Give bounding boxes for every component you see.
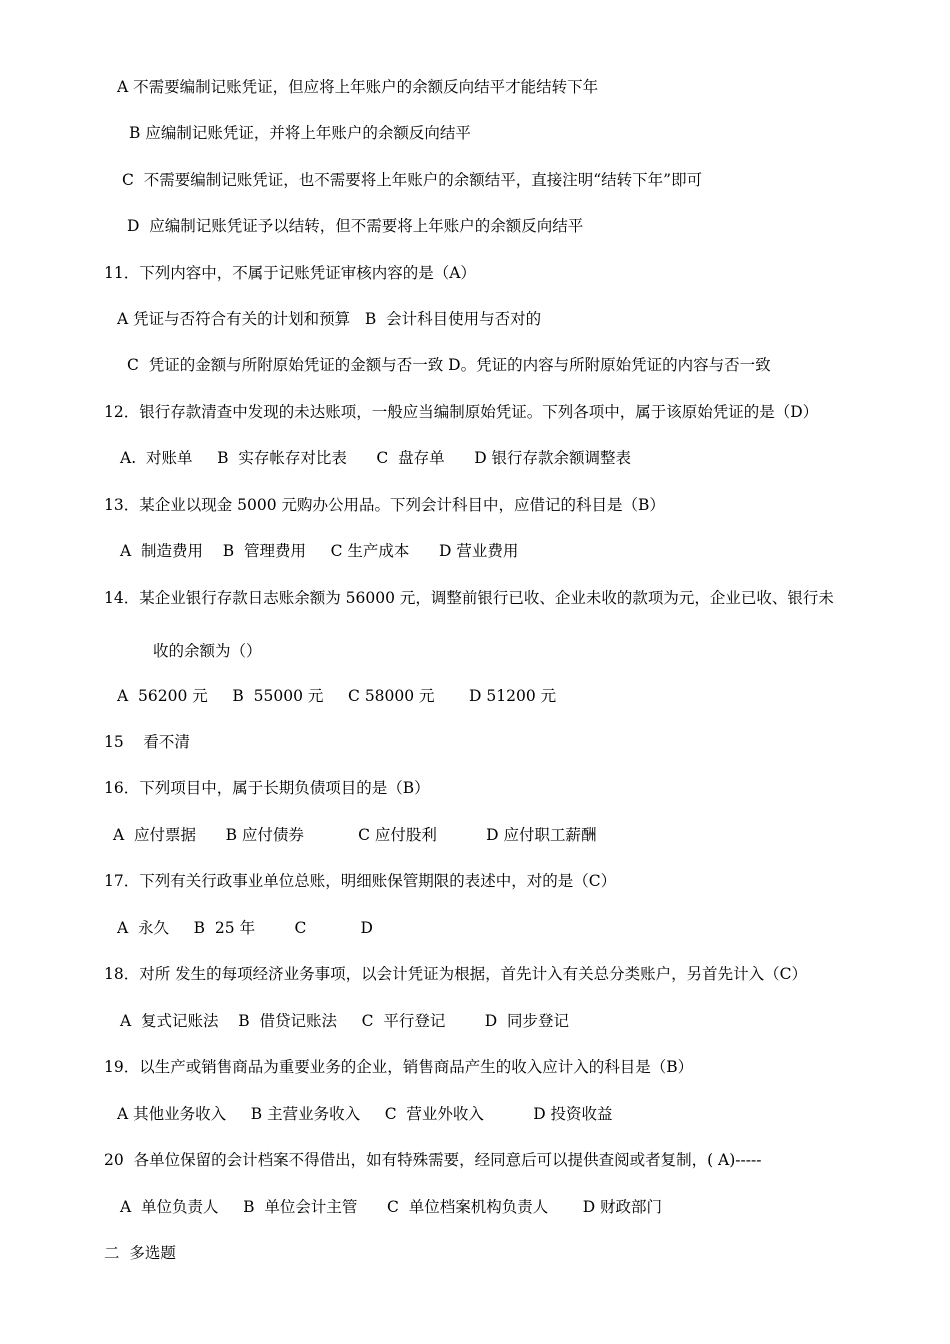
question-12: 12．银行存款清查中发现的未达账项，一般应当编制原始凭证。下列各项中，属于该原始凭证的是（D） bbox=[104, 403, 819, 421]
question-14: 14．某企业银行存款日志账余额为 56000 元，调整前银行已收、企业未收的款项为元，企业已收、银行未 bbox=[104, 589, 834, 607]
options-16: A 应付票据 B 应付债券 C 应付股利 D 应付职工薪酬 bbox=[113, 826, 597, 844]
question-13: 13．某企业以现金 5000 元购办公用品。下列会计科目中，应借记的科目是（B） bbox=[104, 496, 665, 514]
options-18: A 复式记账法 B 借贷记账法 C 平行登记 D 同步登记 bbox=[120, 1012, 570, 1030]
question-17: 17．下列有关行政事业单位总账，明细账保管期限的表述中，对的是（C） bbox=[104, 872, 617, 890]
options-13: A 制造费用 B 管理费用 C 生产成本 D 营业费用 bbox=[120, 542, 519, 560]
question-14-cont: 收的余额为（） bbox=[153, 642, 262, 660]
options-11-cont: C 凭证的金额与所附原始凭证的金额与否一致 D。凭证的内容与所附原始凭证的内容与否一致 bbox=[127, 356, 771, 374]
question-16: 16．下列项目中，属于长期负债项目的是（B） bbox=[104, 779, 430, 797]
question-18: 18．对所 发生的每项经济业务事项，以会计凭证为根据，首先计入有关总分类账户，另首先计入（C） bbox=[104, 965, 808, 983]
question-11: 11．下列内容中，不属于记账凭证审核内容的是（A） bbox=[104, 264, 476, 282]
options-19: A 其他业务收入 B 主营业务收入 C 营业外收入 D 投资收益 bbox=[117, 1105, 613, 1123]
text-line: D 应编制记账凭证予以结转，但不需要将上年账户的余额反向结平 bbox=[127, 217, 584, 235]
options-20: A 单位负责人 B 单位会计主管 C 单位档案机构负责人 D 财政部门 bbox=[120, 1198, 663, 1216]
section-heading: 二 多选题 bbox=[104, 1244, 176, 1262]
text-line: A 不需要编制记账凭证，但应将上年账户的余额反向结平才能结转下年 bbox=[117, 78, 599, 96]
text-line: C 不需要编制记账凭证，也不需要将上年账户的余额结平，直接注明“结转下年”即可 bbox=[122, 171, 703, 189]
question-19: 19．以生产或销售商品为重要业务的企业，销售商品产生的收入应计入的科目是（B） bbox=[104, 1058, 694, 1076]
options-14: A 56200 元 B 55000 元 C 58000 元 D 51200 元 bbox=[117, 687, 557, 705]
question-20: 20 各单位保留的会计档案不得借出，如有特殊需要，经同意后可以提供查阅或者复制，( A)----- bbox=[104, 1151, 762, 1169]
question-15: 15 看不清 bbox=[104, 733, 190, 751]
options-11: A 凭证与否符合有关的计划和预算 B 会计科目使用与否对的 bbox=[117, 310, 542, 328]
options-12: A. 对账单 B 实存帐存对比表 C 盘存单 D 银行存款余额调整表 bbox=[120, 449, 632, 467]
text-line: B 应编制记账凭证，并将上年账户的余额反向结平 bbox=[129, 124, 471, 142]
options-17: A 永久 B 25 年 C D bbox=[117, 919, 373, 937]
